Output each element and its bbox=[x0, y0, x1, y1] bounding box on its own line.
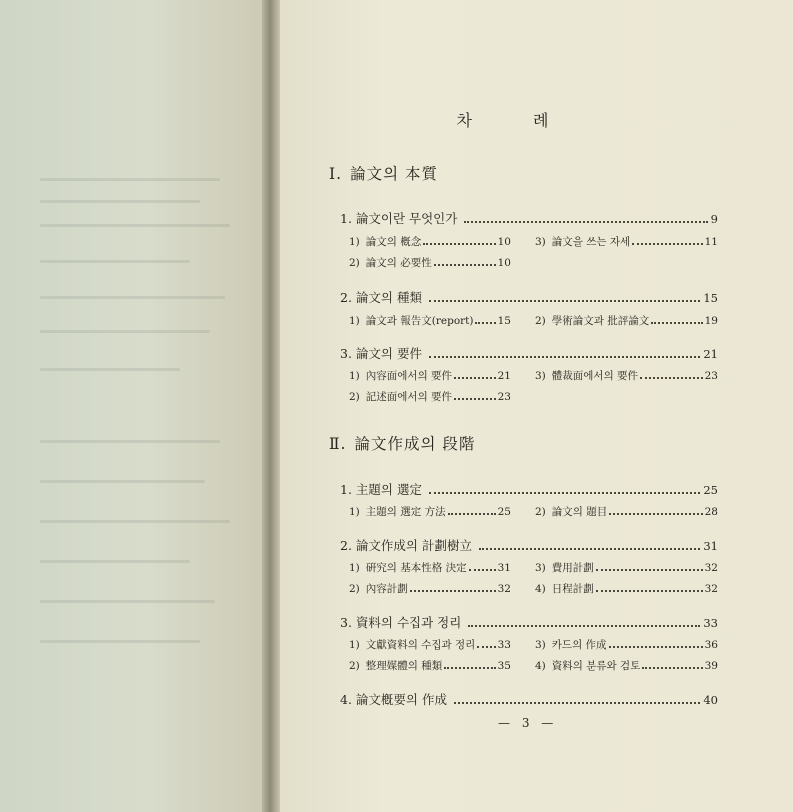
toc-subentry: 1) 論文과 報告文(report) 15 bbox=[349, 315, 511, 327]
toc-entry: 2. 論文의 種類 15 bbox=[340, 290, 718, 305]
toc-subentry: 3) 論文을 쓰는 자세 11 bbox=[535, 236, 718, 248]
toc-subentry: 1) 主題의 選定 方法 25 bbox=[349, 506, 511, 518]
toc-entry: 1. 論文이란 무엇인가 9 bbox=[340, 211, 718, 226]
toc-entry: 4. 論文槪要의 作成 40 bbox=[340, 692, 718, 707]
toc-subentry: 2) 論文의 題目 28 bbox=[535, 506, 718, 518]
toc-subentry: 2) 記述面에서의 要件 23 bbox=[349, 391, 511, 403]
toc-subentry: 3) 카드의 作成 36 bbox=[535, 639, 718, 651]
toc-subentry: 1) 內容面에서의 要件 21 bbox=[349, 370, 511, 382]
toc-title: 차 례 bbox=[456, 111, 577, 130]
part-heading: Ⅰ. 論文의 本質 bbox=[329, 165, 438, 183]
toc-subentry: 3) 費用計劃 32 bbox=[535, 562, 718, 574]
toc-subentry: 1) 文獻資料의 수집과 정리 33 bbox=[349, 639, 511, 651]
toc-entry: 2. 論文作成의 計劃樹立 31 bbox=[340, 538, 718, 553]
toc-subentry: 2) 論文의 必要性 10 bbox=[349, 257, 511, 269]
part-heading: Ⅱ. 論文作成의 段階 bbox=[329, 435, 476, 453]
toc-subentry: 1) 硏究의 基本性格 決定 31 bbox=[349, 562, 511, 574]
toc-subentry: 2) 內容計劃 32 bbox=[349, 583, 511, 595]
toc-subentry: 2) 學術論文과 批評論文 19 bbox=[535, 315, 718, 327]
toc-entry: 3. 資料의 수집과 정리 33 bbox=[340, 615, 718, 630]
toc-entry: 1. 主題의 選定 25 bbox=[340, 482, 718, 497]
toc-subentry: 3) 體裁面에서의 要件 23 bbox=[535, 370, 718, 382]
toc-subentry: 2) 整理媒體의 種類 35 bbox=[349, 660, 511, 672]
toc-entry: 3. 論文의 要件 21 bbox=[340, 346, 718, 361]
toc-subentry: 4) 日程計劃 32 bbox=[535, 583, 718, 595]
page-number: — 3 — bbox=[498, 716, 558, 730]
toc-subentry: 1) 論文의 槪念 10 bbox=[349, 236, 511, 248]
toc-subentry: 4) 資料의 분류와 검토 39 bbox=[535, 660, 718, 672]
